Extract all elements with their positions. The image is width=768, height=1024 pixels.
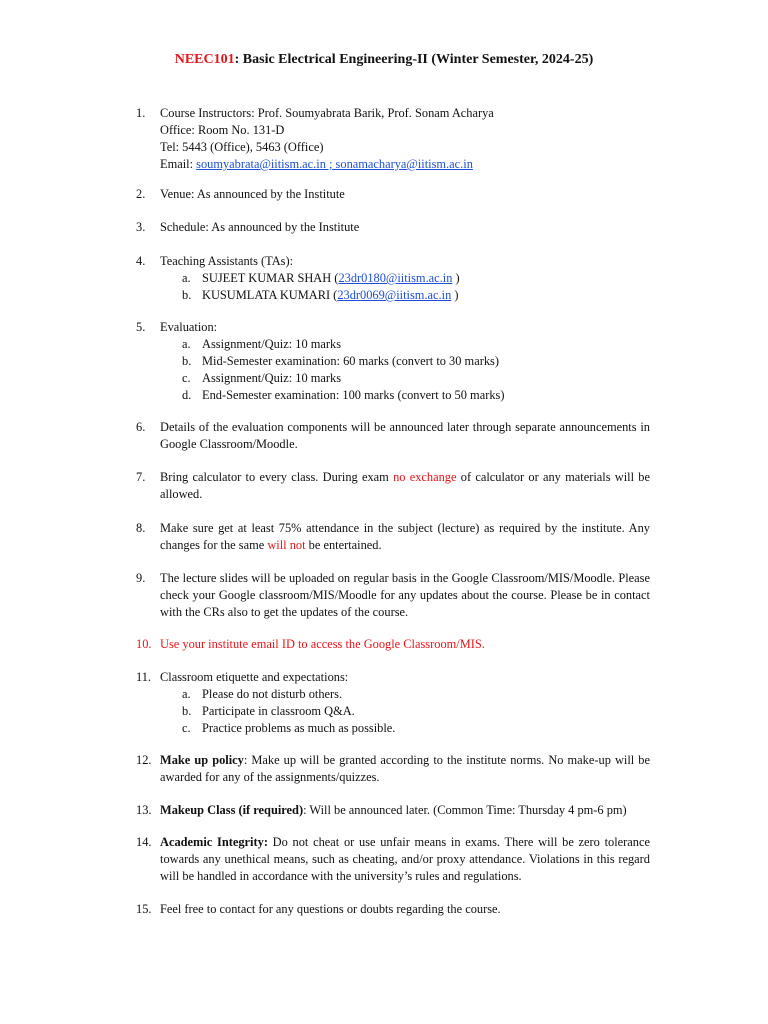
text-segment: Bring calculator to every class. During exam	[160, 470, 394, 484]
item-number: 7.	[136, 470, 146, 484]
item-number: 14.	[136, 835, 152, 849]
sub-text: Assignment/Quiz: 10 marks	[202, 337, 342, 351]
sub-letter: b.	[182, 354, 192, 368]
list-item-evaluation	[136, 319, 650, 404]
item-number: 1.	[136, 106, 146, 120]
item-text	[160, 469, 650, 503]
ta-entry	[160, 287, 650, 304]
tel-line: Tel: 5443 (Office), 5463 (Office)	[160, 140, 324, 154]
item-text: Schedule: As announced by the Institute	[160, 220, 360, 234]
list-item-makeup-class	[136, 802, 650, 819]
text-segment: of calculator or any materials will be allowed.	[160, 470, 650, 501]
item-text: Use your institute email ID to access the Google Classroom/MIS.	[160, 637, 485, 651]
item-number: 4.	[136, 254, 146, 268]
item-number: 12.	[136, 753, 152, 767]
sub-text: Mid-Semester examination: 60 marks (convert to 30 marks)	[202, 354, 499, 368]
sub-letter: d.	[182, 388, 192, 402]
sub-text: Participate in classroom Q&A.	[202, 704, 355, 718]
office-line: Office: Room No. 131-D	[160, 123, 285, 137]
evaluation-entry	[160, 336, 650, 353]
list-item-etiquette	[136, 669, 650, 737]
item-heading: Make up policy	[160, 753, 244, 767]
item-number: 9.	[136, 571, 146, 585]
etiquette-entry	[160, 720, 650, 737]
page-title	[0, 51, 768, 69]
instructor-email-link[interactable]: soumyabrata@iitism.ac.in ; sonamacharya@iitism.ac.in	[196, 157, 473, 171]
sub-letter: b.	[182, 704, 192, 718]
list-item-schedule	[136, 219, 650, 236]
sub-text: Practice problems as much as possible.	[202, 721, 396, 735]
item-text: Classroom etiquette and expectations:	[160, 670, 349, 684]
evaluation-entry	[160, 387, 650, 404]
sub-letter: a.	[182, 271, 191, 285]
list-item-venue	[136, 186, 650, 203]
course-title: : Basic Electrical Engineering-II (Winter Semester, 2024-25)	[234, 52, 594, 67]
evaluation-entry	[160, 353, 650, 370]
list-item-attendance	[136, 520, 650, 554]
item-number: 5.	[136, 320, 146, 334]
ta-email-link[interactable]: 23dr0069@iitism.ac.in	[337, 288, 452, 302]
item-text	[160, 520, 650, 554]
item-number: 3.	[136, 220, 146, 234]
ta-email-link[interactable]: 23dr0180@iitism.ac.in	[338, 271, 453, 285]
item-text: Venue: As announced by the Institute	[160, 187, 345, 201]
list-item-makeup-policy	[136, 752, 650, 786]
item-text: Teaching Assistants (TAs):	[160, 254, 294, 268]
item-number: 15.	[136, 902, 152, 916]
email-label: Email:	[160, 157, 197, 171]
item-text: Evaluation:	[160, 320, 218, 334]
ta-name: SUJEET KUMAR SHAH (	[202, 271, 339, 285]
list-item-email-access	[136, 636, 650, 653]
item-text: The lecture slides will be uploaded on regular basis in the Google Classroom/MIS/Moodle. Please check your Google classroom/MIS/Moodle for any updates about the course. Please be in contact with the CRs also to get the updates of the course.	[160, 571, 650, 619]
ta-close: )	[452, 271, 460, 285]
item-number: 6.	[136, 420, 146, 434]
etiquette-entry	[160, 703, 650, 720]
item-number: 8.	[136, 521, 146, 535]
etiquette-entry	[160, 686, 650, 703]
ta-entry	[160, 270, 650, 287]
item-number: 11.	[136, 670, 152, 684]
instructors-line: Course Instructors: Prof. Soumyabrata Barik, Prof. Sonam Acharya	[160, 106, 494, 120]
email-line	[160, 156, 650, 173]
item-text	[160, 752, 650, 786]
course-code: NEEC101	[174, 52, 235, 67]
list-item-lecture-slides	[136, 570, 650, 621]
item-text	[160, 802, 650, 819]
item-number: 13.	[136, 803, 152, 817]
text-segment: Make sure get at least 75% attendance in the subject (lecture) as required by the institute. Any changes for the same	[160, 521, 650, 552]
sub-letter: a.	[182, 687, 191, 701]
text-segment: : Will be announced later. (Common Time: Thursday 4 pm-6 pm)	[303, 803, 627, 817]
sub-letter: a.	[182, 337, 191, 351]
ta-name: KUSUMLATA KUMARI (	[202, 288, 338, 302]
list-item-evaluation-details	[136, 419, 650, 453]
item-number: 10.	[136, 637, 152, 651]
warning-text: no exchange	[393, 470, 457, 484]
list-item-calculator	[136, 469, 650, 503]
list-item-academic-integrity	[136, 834, 650, 885]
text-segment: Do not cheat or use unfair means in exams. There will be zero tolerance towards any unethical means, such as cheating, and/or proxy attendance. Violations in this regard will be handled in accordance with the university’s rules and regulations.	[160, 835, 650, 883]
item-text: Details of the evaluation components will be announced later through separate announcements in Google Classroom/Moodle.	[160, 420, 650, 451]
item-number: 2.	[136, 187, 146, 201]
text-segment: be entertained.	[305, 538, 382, 552]
item-text: Feel free to contact for any questions or doubts regarding the course.	[160, 902, 501, 916]
list-item-instructors	[136, 105, 650, 173]
sub-letter: b.	[182, 288, 192, 302]
list-item-teaching-assistants	[136, 253, 650, 304]
sub-text: Assignment/Quiz: 10 marks	[202, 371, 342, 385]
item-text	[160, 834, 650, 885]
sub-text: End-Semester examination: 100 marks (convert to 50 marks)	[202, 388, 505, 402]
item-heading: Makeup Class (if required)	[160, 803, 304, 817]
item-heading: Academic Integrity:	[160, 835, 268, 849]
evaluation-entry	[160, 370, 650, 387]
list-item-contact	[136, 901, 650, 918]
warning-text: will not	[267, 538, 306, 552]
ta-close: )	[451, 288, 459, 302]
text-segment: : Make up will be granted according to the institute norms. No make-up will be awarded for any of the assignments/quizzes.	[160, 753, 650, 784]
sub-letter: c.	[182, 721, 191, 735]
sub-text: Please do not disturb others.	[202, 687, 343, 701]
sub-letter: c.	[182, 371, 191, 385]
